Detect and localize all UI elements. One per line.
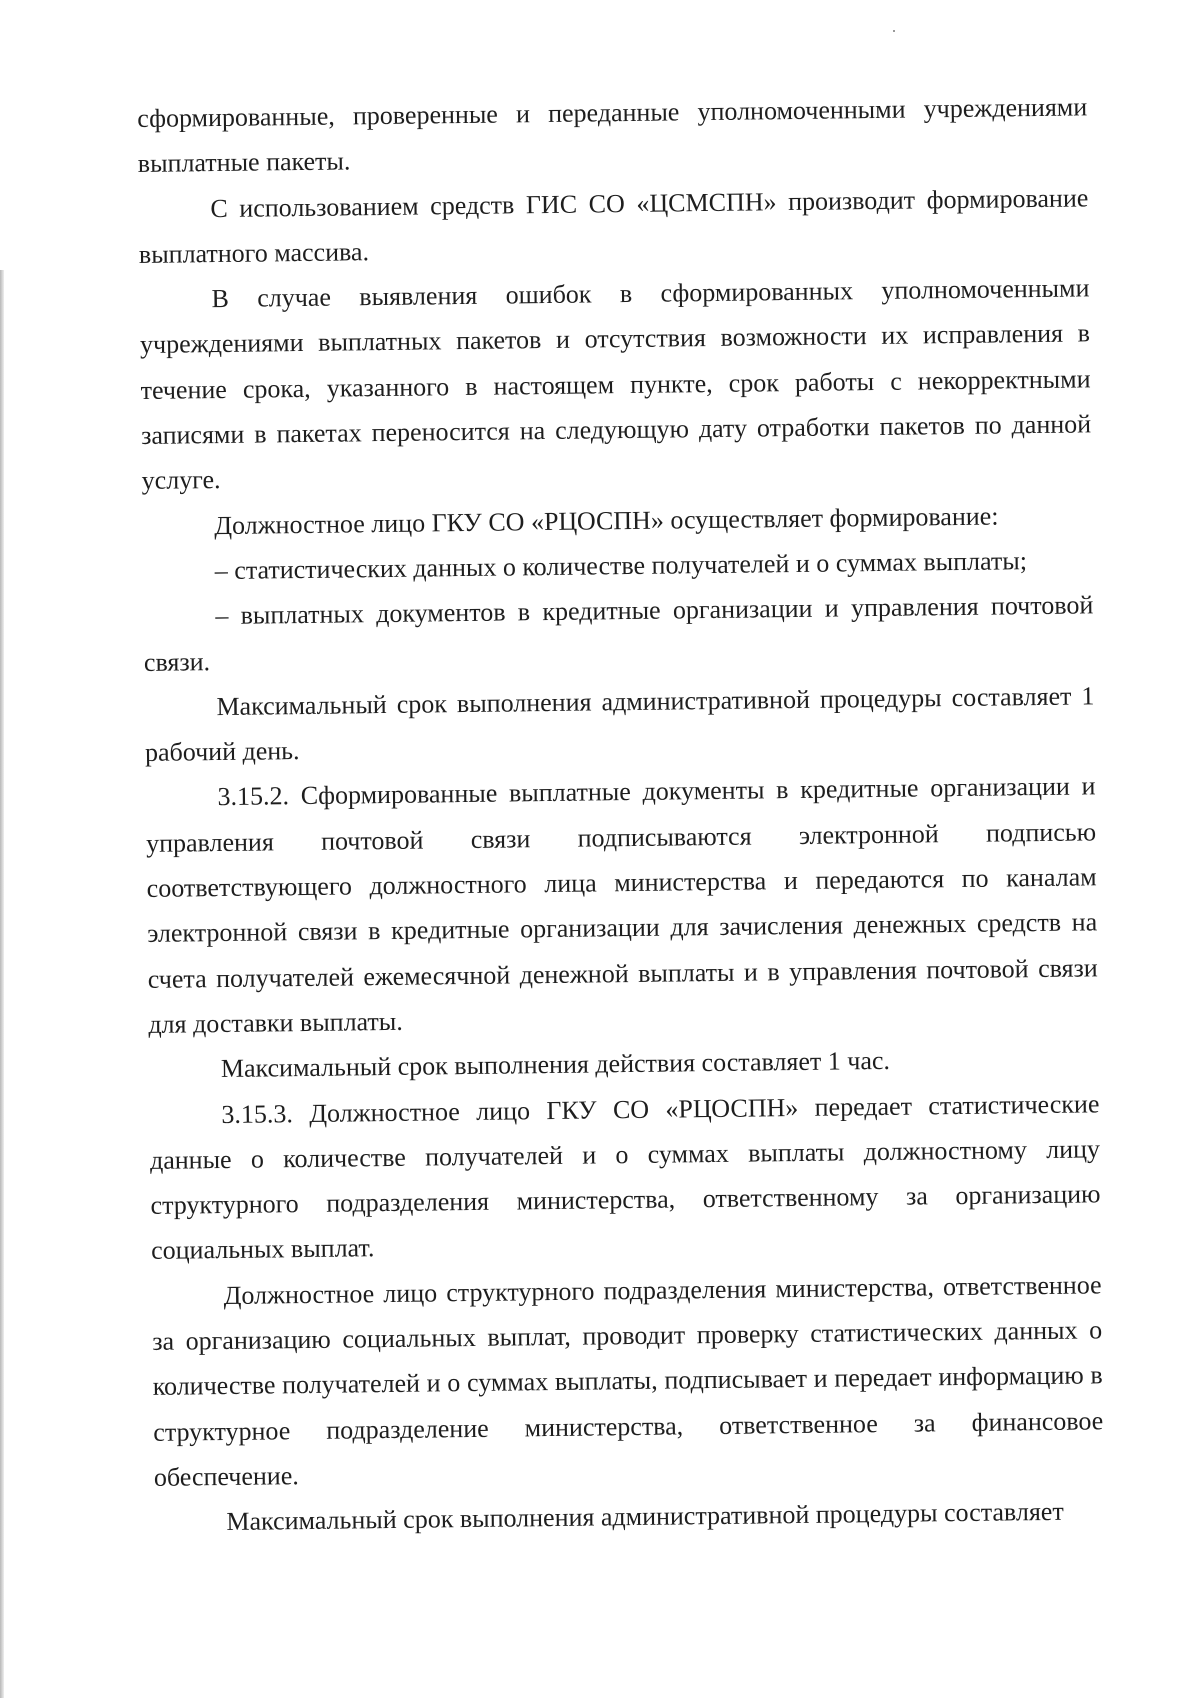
paragraph: 3.15.3. Должностное лицо ГКУ СО «РЦОСПН» передает статистические данные о количестве получателей и о суммах выплаты должностному лицу структурного подразделения министерства, ответственному за организацию социальных выплат. [149, 1088, 1101, 1266]
paragraph: сформированные, проверенные и переданные уполномоченными учреждениями выплатные пакеты. [137, 92, 1088, 179]
scan-speck [893, 30, 895, 32]
list-item: – статистических данных о количестве получателей и о суммах выплаты; [214, 546, 1028, 586]
list-item: – выплатных документов в кредитные организации и управления почтовой связи. [143, 590, 1094, 677]
paragraph: Должностное лицо ГКУ СО «РЦОСПН» осуществляет формирование: [214, 501, 999, 540]
document-body [137, 84, 1105, 1545]
paragraph: 3.15.2. Сформированные выплатные документы в кредитные организации и управления почтовой связи подписываются электронной подписью соответствующего должностного лица министерства и передаются по каналам электронной связи в кредитные организации для зачисления денежных средств на счета получателей ежемесячной денежной выплаты и в управления почтовой связи для доставки выплаты. [145, 771, 1098, 1039]
paragraph: Максимальный срок выполнения действия составляет 1 час. [220, 1046, 891, 1084]
scan-edge-shadow [0, 270, 4, 1698]
paragraph: Максимальный срок выполнения административной процедуры составляет 1 рабочий день. [144, 681, 1095, 768]
paragraph: Максимальный срок выполнения административной процедуры составляет [226, 1496, 1064, 1537]
paragraph: В случае выявления ошибок в сформированных уполномоченными учреждениями выплатных пакетов и отсутствия возможности их исправления в течение срока, указанного в настоящем пункте, срок работы с некорректными записями в пакетах переносится на следующую дату отработки пакетов по данной услуге. [139, 273, 1092, 496]
paragraph: Должностное лицо структурного подразделения министерства, ответственное за организацию социальных выплат, проводит проверку статистических данных о количестве получателей и о суммах выплаты, подписывает и передает информацию в структурное подразделение министерства, ответственное за финансовое обеспечение. [152, 1270, 1104, 1492]
paragraph: С использованием средств ГИС СО «ЦСМСПН» производит формирование выплатного массива. [138, 182, 1089, 269]
